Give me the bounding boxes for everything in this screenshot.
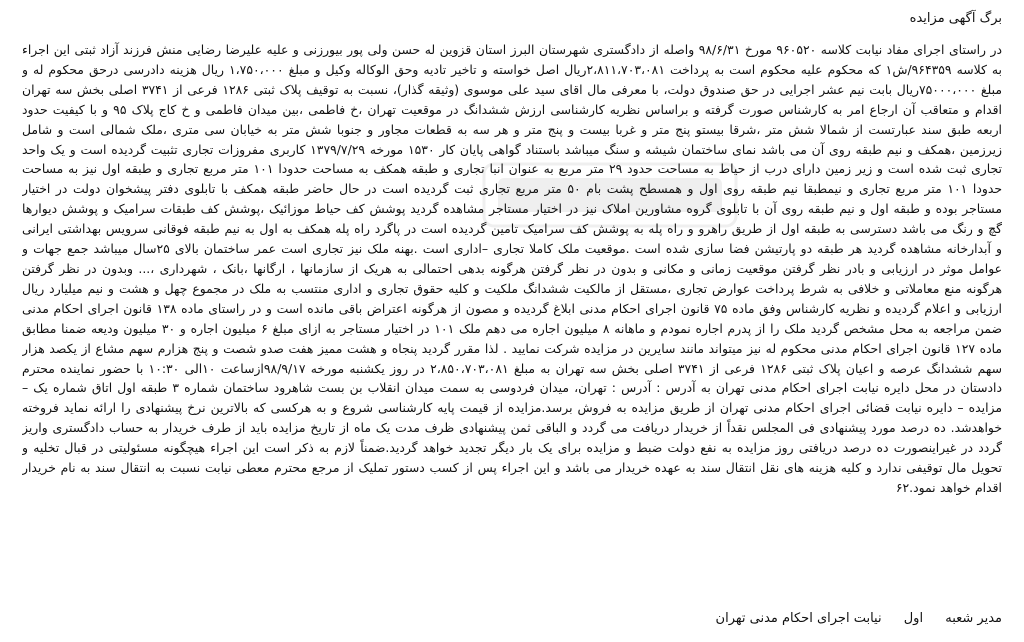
document-body: در راستای اجرای مفاد نیابت کلاسه ۹۶۰۵۲۰ مورخ ۹۸/۶/۳۱ واصله از دادگستری شهرستان البرز استان قزوین له حسن ولی پور بیورزنی و علیه علیرضا رضایی منش فرزند آزاد ثبتی این اجراء به کلاسه ۹۶۴۳۵۹/ش۱ که محکوم علیه محکوم است به پرداخت ۲،۸۱۱،۷۰۳،۰۸۱ریال اصل خواسته و تاخیر تادیه وحق الوکاله وکیل و مبلغ ۱،۷۵۰،۰۰۰ ریال هزینه دادرسی درحق محکوم له و مبلغ ۷۵۰۰۰،۰۰۰ریال بابت نیم عشر اجرایی در حق صندوق دولت، با معرفی مال اقای سید علی موسوی (وثیقه گذار)، نسبت به توقیف پلاک ثبتی ۱۲۸۶ فرعی از ۳۷۴۱ اصلی بخش سه تهران اقدام و متعاقب آن ارجاع امر به کارشناس صورت گرفته و براساس نظریه کارشناسی ارزش ششدانگ در موقعیت تهران ،خ فاطمی ،بین میدان فاطمی و خ کاج پلاک ۹۵ و با کیفیت حدود اربعه طبق سند عبارتست از شمالا شش متر ،شرقا بیستو پنج متر و غربا بیست و پنج متر و هر سه به قطعات مجاور و جنوبا شش متر به خیابان سی متری ،ملک شمالی است و شامل زیرزمین ،همکف و نیم طبقه روی آن می باشد نمای ساختمان شیشه و سنگ میباشد باستناد گواهی پایان کار ۱۵۳۰ مورخه ۱۳۷۹/۷/۲۹ کاربری مفروزات تجاری تثبیت گردیده است و یک واحد تجاری ثبت شده است و زیر زمین دارای درب از حیاط به مساحت حدود ۲۹ متر مربع به عنوان انبا تجاری و طبقه همکف به مساحت حدودا ۱۰۱ متر مربع تجاری و طبقه اول نیز به مساحت حدودا ۱۰۱ متر مربع تجاری و نیمطبقا نیم طبقه روی اول و همسطح پشت بام ۵۰ متر مربع تجاری ثبت گردیده است در حال حاضر طبقه همکف با تابلوی دفتر پیشخوان دولت در اختیار مستاجر بوده و طبقه اول و نیم طبقه روی آن با تابلوی گروه مشاورین املاک نیز در اختیار مستاجر مشاهده گردید پوشش کف حیاط موزائیک ،پوشش کف طبقات سرامیک و پوشش دیوارها گچ و رنگ می باشد دسترسی به طبقه اول از طریق راهرو و راه پله به پوشش کف سرامیک تامین گردیده است در پاگرد راه پله همکف به اول به نیم طبقه فوقانی سرویس بهداشتی ایرانی و آبدارخانه مشاهده گردید هر طبقه دو پارتیشن فضا سازی شده است .موقعیت ملک کاملا تجاری –اداری است .بهنه ملک نیز تجاری است عمر ساختمان بالای ۲۵سال میباشد جمع جهات و عوامل موثر در ارزیابی و بادر نظر گرفتن موقعیت زمانی و مکانی و بدون در نظر گرفتن هرگونه بدهی احتمالی به هریک از سازمانها ، ارگانها ،بانک ، شهرداری ،... وبدون در نظر گرفتن هرگونه منع معاملاتی و خلافی به شرط پرداخت عوارض تجاری ،مستقل از مالکیت ششدانگ ملکیت و کلیه حقوق تجاری و اداری منتسب به ملک در مجموع چهل و هشت و نیم میلیارد ریال ارزیابی و اعلام گردیده و نظریه کارشناس وفق ماده ۷۵ قانون اجرای احکام مدنی ابلاغ گردیده و مصون از هرگونه اعتراض باقی مانده است و در راستای ماده ۱۳۸ قانون اجرای احکام مدنی ضمن مراجعه به محل مشخص گردید ملک را از پدرم اجاره نمودم و ماهانه ۸ میلیون اجاره می دهم ملک ۱۰۱ در اختیار مستاجر به ازای مبلغ ۶ میلیون اجاره و ۳۰ میلیون ودیعه ضمنا مطابق ماده ۱۲۷ قانون اجرای احکام مدنی محکوم له نیز میتواند مانند سایرین در مزایده شرکت نمایید . لذا مقرر گردید پنجاه و هشت ممیز هفت صدو شصت و پنج هزارم سهم مشاع از یکصد هزار سهم ششدانگ عرصه و اعیان پلاک ثبتی ۱۲۸۶ فرعی از ۳۷۴۱ اصلی بخش سه تهران به مبلغ ۲،۸۵۰،۷۰۳،۰۸۱ در روز یکشنبه مورخه ۹۸/۹/۱۷ازساعت ۱۰الی ۱۰:۳۰ با حضور نماینده محترم دادستان در محل دایره نیابت اجرای احکام مدنی تهران به آدرس : آدرس : تهران، میدان فردوسی به سمت میدان انقلاب بن بست شاهرود ساختمان شماره ۳ طبقه اول اتاق شماره یک –مزایده – دایره نیابت قضائی اجرای احکام مدنی تهران از طریق مزایده به فروش برسد.مزایده از قیمت پایه کارشناسی شروع و به هرکسی که بالاترین نرخ پیشنهادی را ارائه نماید فروخته خواهدشد. ده درصد مورد پیشنهادی فی المجلس نقداً از خریدار دریافت می گردد و الباقی ثمن پیشنهادی ظرف مدت یک ماه از تاریخ مزایده باید از طرف خریدار به حساب دادگستری واریز گردد در غیراینصورت ده درصد دریافتی روز مزایده به نفع دولت ضبط و مزایده برای یک بار دیگر تجدید خواهد گردید.ضمناً لازم به ذکر است این اجراء هیچگونه مسئولیتی در قبال تخلیه و تحویل مال توقیفی ندارد و کلیه هزینه های نقل انتقال سند به عهده خریدار می باشد و این اجراء پس از کسب دستور تملیک از مرجع محترم معطی نیابت نسبت به انتقال سند به نام خریدار اقدام خواهد نمود.۶۲ [22,42,1002,495]
signature-block [698,610,1002,628]
document-title: برگ آگهی مزایده [909,11,1002,26]
signature-role: مدیر شعبه [945,611,1002,626]
signature-office: نیابت اجرای احکام مدنی تهران [715,611,882,626]
signature-branch: اول [903,611,924,626]
